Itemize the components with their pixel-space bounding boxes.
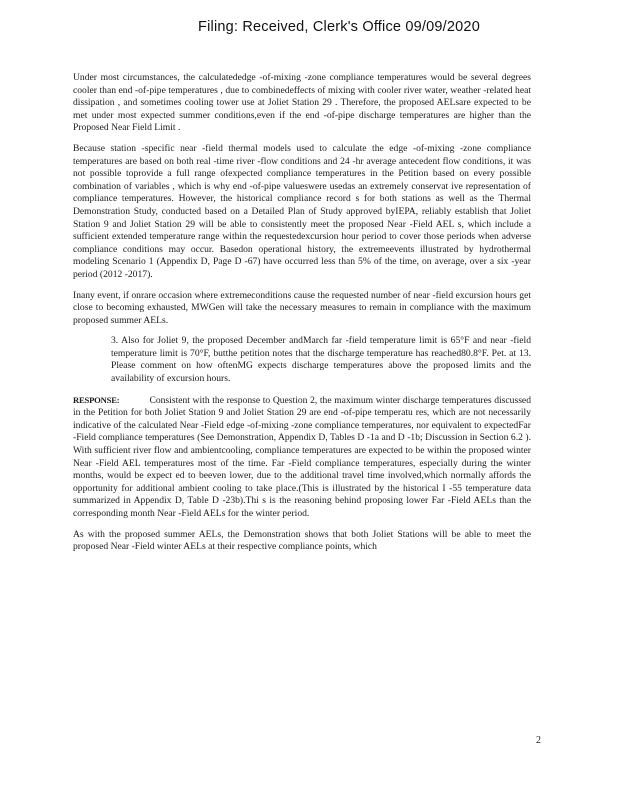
response-paragraph (73, 394, 531, 521)
document-body (73, 72, 531, 562)
filing-stamp: Filing: Received, Clerk's Office 09/09/2020 (198, 19, 480, 35)
response-text: Consistent with the response to Question 2, the maximum winter discharge temperatures discussed in the Petition for both Joliet Station 9 and Joliet Station 29 are end -of-pipe temperatu res, which are not necessarily indicative of the calculated Near -Field edge -of-mixing -zone compliance temperatures, nor equivalent to expectedFar -Field compliance temperatures (See Demonstration, Appendix D, Tables D -1a and D -1b; Discussion in Section 6.2 ). With sufficient river flow and ambientcooling, compliance temperatures are expected to be within the proposed winter Near -Field AEL temperatures most of the time. Far -Field compliance temperatures, especially during the winter months, would be expect ed to beeven lower, due to the additional travel time involved,which normally affords the opportunity for additional ambient cooling to take place.(This is illustrated by the historical I -55 temperature data summarized in Appendix D, Table D -23b).Thi s is the reasoning behind proposing lower Far -Field AELs than the corresponding month Near -Field AELs for the winter period. (73, 394, 531, 519)
paragraph-thermal-models: Because station -specific near -field thermal models used to calculate the edge -of-mixing -zone compliance temperatures are based on both real -time river -flow conditions and 24 -hr average antecedent flow conditions, it was not possible toprovide a full range ofexpected compliance temperatures in the Petition based on every possible combination of variables , which is why end -of-pipe valueswere usedas an extremely conservat ive representation of compliance temperatures. However, the historical compliance record s for both stations as well as the Thermal Demonstration Study, conducted based on a Detailed Plan of Study approved byIEPA, reliably establish that Joliet Station 9 and Joliet Station 29 will be able to consistently meet the proposed Near -Field AEL s, which include a sufficient extended temperature range within the requestedexcursion hour period to cover those periods when adverse compliance conditions may occur. Basedon operational history, the extremeevents illustrated by hydrothermal modeling Scenario 1 (Appendix D, Page D -67) have occurred less than 5% of the time, on average, over a six -year period (2012 -2017). (73, 142, 531, 280)
question-3: 3. Also for Joliet 9, the proposed December andMarch far -field temperature limit is 65°F and near -field temperature limit is 70°F, butthe petition notes that the discharge temperature has reached80.8°F. Pet. at 13. Please comment on how oftenMG expects discharge temperatures above the proposed limits and the availability of excursion hours. (111, 335, 531, 385)
response-label: RESPONSE: (73, 394, 120, 405)
page-number: 2 (536, 735, 541, 746)
paragraph-excursion-hours: Inany event, if onrare occasion where extremeconditions cause the requested number of near -field excursion hours get close to becoming exhausted, MWGen will take the necessary measures to remain in compliance with the maximum proposed summer AELs. (73, 289, 531, 326)
paragraph-summer-compliance: Under most circumstances, the calculatededge -of-mixing -zone compliance temperatures would be several degrees cooler than end -of-pipe temperatures , due to combinedeffects of mixing with cooler river water, weather -related heat dissipation , and sometimes cooling tower use at Joliet Station 29 . Therefore, the proposed AELsare expected to be met under most expected summer conditions,even if the end -of-pipe discharge temperatures are higher than the Proposed Near Field Limit . (73, 72, 531, 134)
paragraph-winter-aels: As with the proposed summer AELs, the Demonstration shows that both Joliet Stations will be able to meet the proposed Near -Field winter AELs at their respective compliance points, which (73, 528, 531, 553)
